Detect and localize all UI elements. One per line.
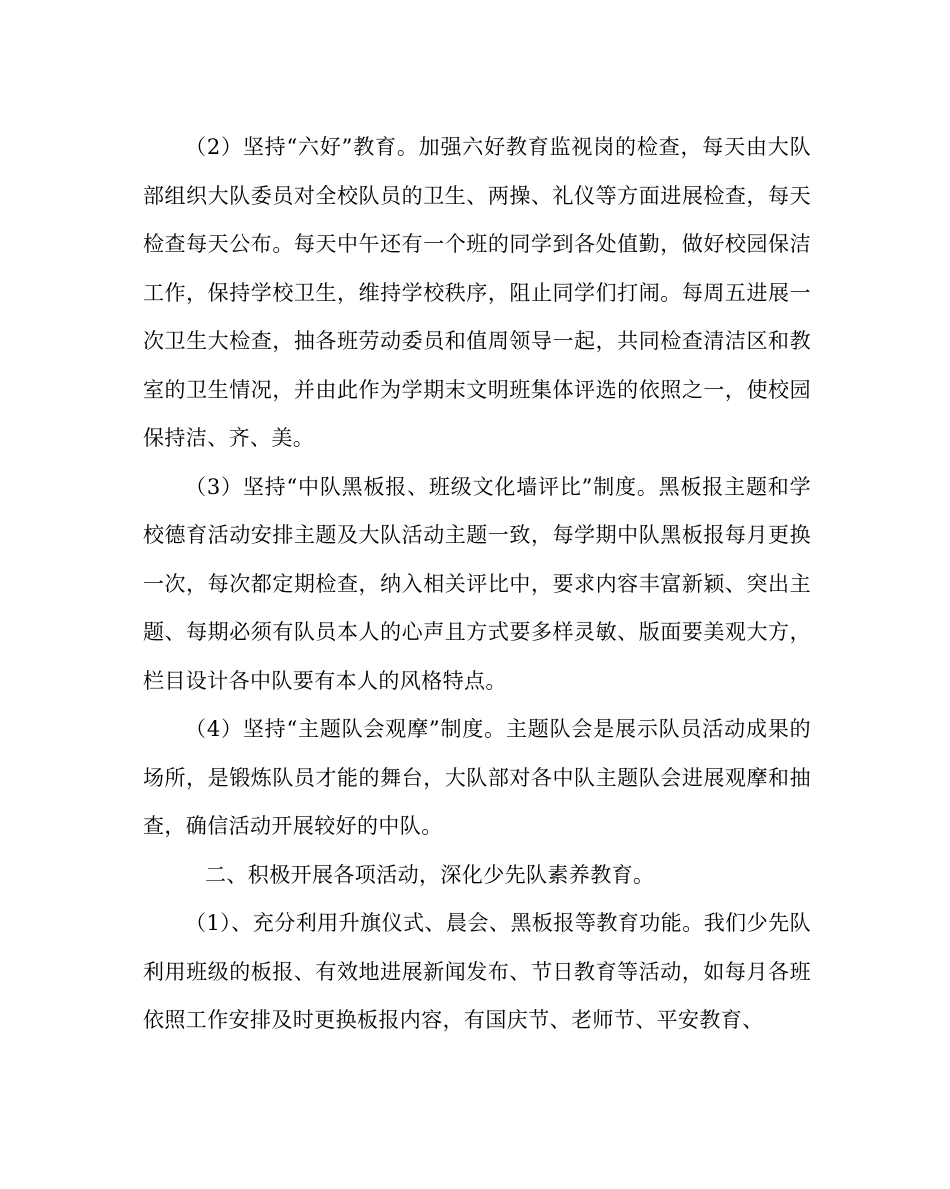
document-body	[143, 123, 811, 1045]
paragraph-theme-meeting: （4）坚持“主题队会观摩”制度。主题队会是展示队员活动成果的场所，是锻炼队员才能的舞台，大队部对各中队主题队会进展观摩和抽查，确信活动开展较好的中队。	[143, 717, 811, 838]
paragraph-flag-ceremony: （1）、充分利用升旗仪式、晨会、黑板报等教育功能。我们少先队利用班级的板报、有效地进展新闻发布、节日教育等活动，如每月各班依照工作安排及时更换板报内容，有国庆节、老师节、平安教育、	[143, 911, 811, 1032]
paragraph-blackboard-evaluation: （3）坚持“中队黑板报、班级文化墙评比”制度。黑板报主题和学校德育活动安排主题及大队活动主题一致，每学期中队黑板报每月更换一次，每次都定期检查，纳入相关评比中，要求内容丰富新颖、突出主题、每期必须有队员本人的心声且方式要多样灵敏、版面要美观大方，栏目设计各中队要有本人的风格特点。	[143, 474, 811, 693]
section-heading: 二、积极开展各项活动，深化少先队素养教育。	[205, 862, 655, 887]
paragraph-six-good-education: （2）坚持“六好”教育。加强六好教育监视岗的检查，每天由大队部组织大队委员对全校队员的卫生、两操、礼仪等方面进展检查，每天检查每天公布。每天中午还有一个班的同学到各处值勤，做好校园保洁工作，保持学校卫生，维持学校秩序，阻止同学们打闹。每周五进展一次卫生大检查，抽各班劳动委员和值周领导一起，共同检查清洁区和教室的卫生情况，并由此作为学期末文明班集体评选的依照之一，使校园保持洁、齐、美。	[143, 135, 811, 450]
